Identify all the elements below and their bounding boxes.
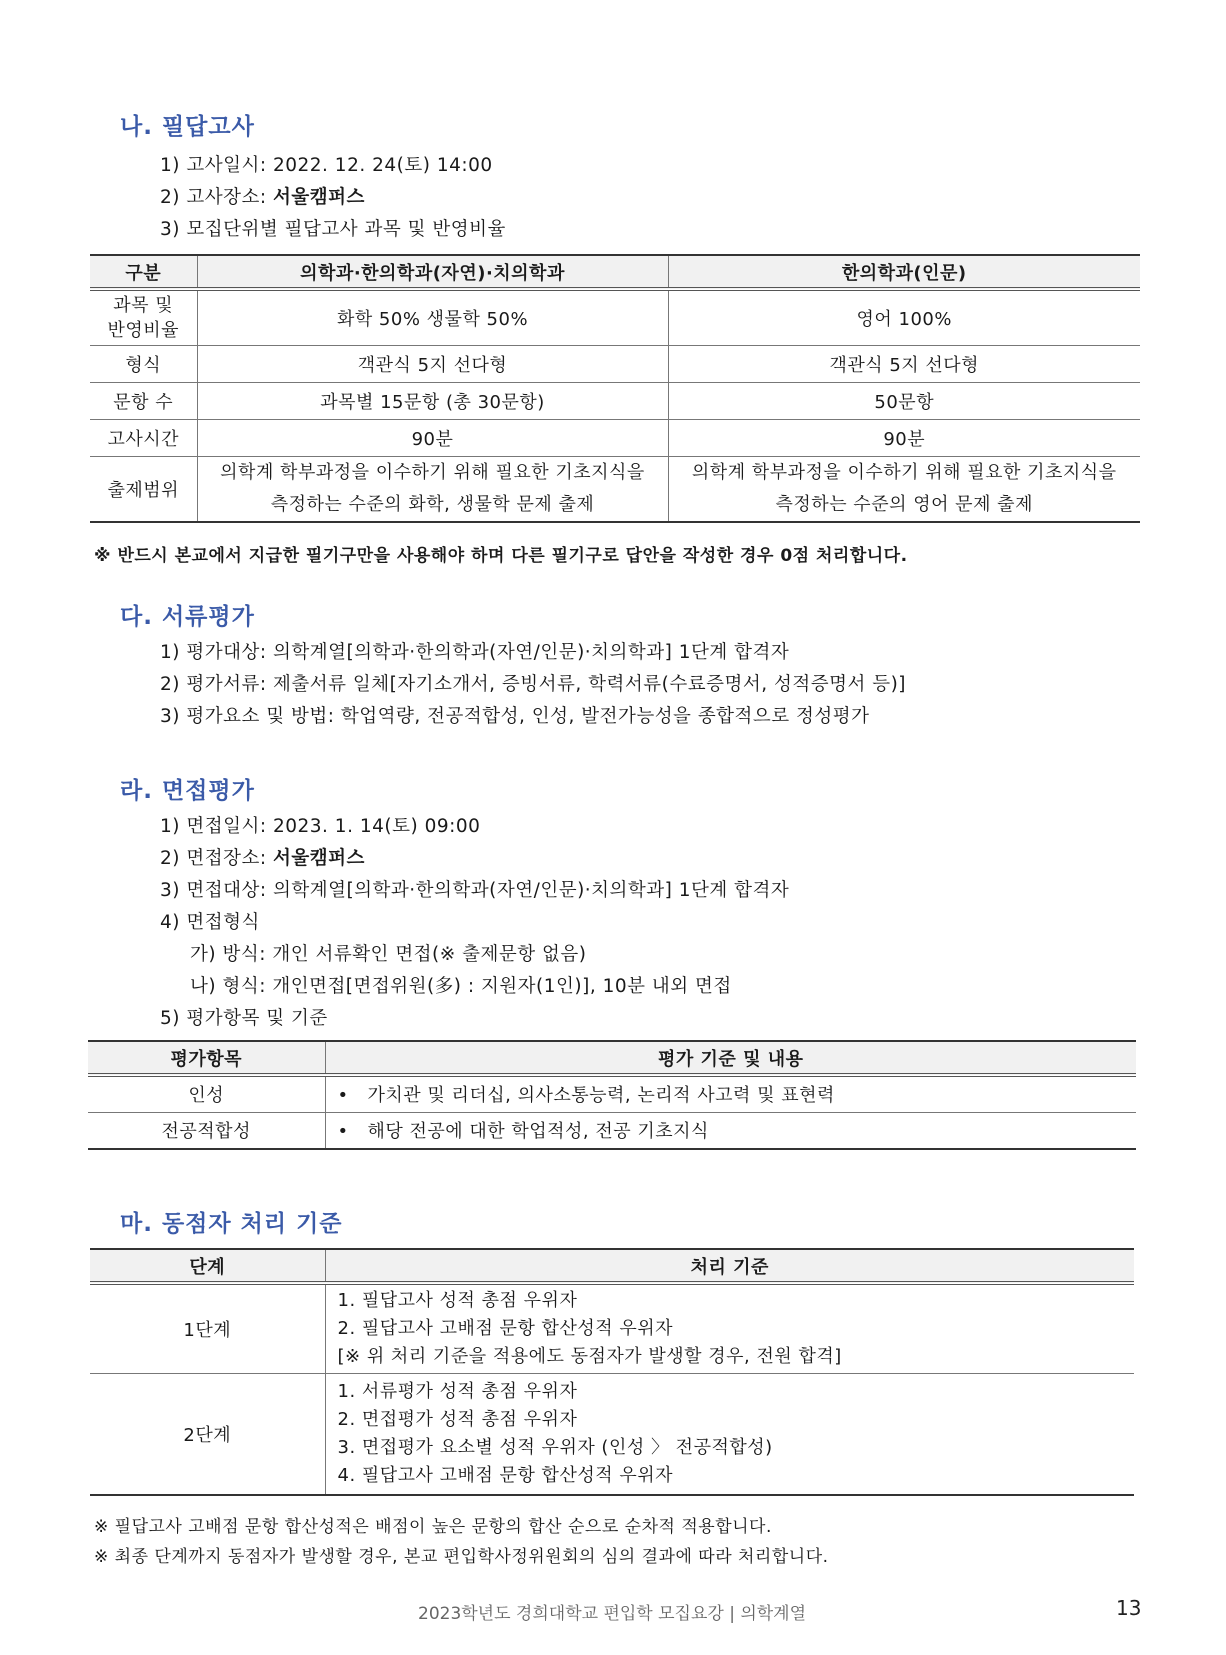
interview-format-heading: 4) 면접형식 [160,912,260,933]
row-label: 2단계 [90,1373,325,1495]
row-label: 고사시간 [90,419,197,456]
table-header: 구분 [90,255,197,289]
interview-criteria-table [88,1040,1136,1150]
table-cell: 50문항 [668,382,1140,419]
table-header: 의학과·한의학과(자연)·치의학과 [197,255,668,289]
interview-datetime: 1) 면접일시: 2023. 1. 14(토) 09:00 [160,816,481,837]
row-label: 1단계 [90,1283,325,1373]
table-cell: 객관식 5지 선다형 [197,345,668,382]
tiebreak-note-1: ※ 필답고사 고배점 문항 합산성적은 배점이 높은 문항의 합산 순으로 순차적 적용합니다. [94,1517,772,1537]
table-header: 한의학과(인문) [668,255,1140,289]
table-row [88,1075,1136,1112]
table-cell: 의학계 학부과정을 이수하기 위해 필요한 기초지식을 측정하는 수준의 영어 문제 출제 [668,456,1140,522]
row-label: 인성 [88,1075,325,1112]
table-cell: • 가치관 및 리더십, 의사소통능력, 논리적 사고력 및 표현력 [325,1075,1136,1112]
row-label: 출제범위 [90,456,197,522]
table-cell: 1. 필답고사 성적 총점 우위자 2. 필답고사 고배점 문항 합산성적 우위자 [※ 위 처리 기준을 적용에도 동점자가 발생할 경우, 전원 합격] [325,1283,1134,1373]
table-header: 평가항목 [88,1041,325,1075]
page-footer: 2023학년도 경희대학교 편입학 모집요강 | 의학계열 [418,1604,807,1624]
exam-subjects-table [90,254,1140,523]
page-number: 13 [1116,1596,1142,1620]
section-title-document-eval: 다. 서류평가 [120,604,255,630]
tiebreak-note-2: ※ 최종 단계까지 동점자가 발생할 경우, 본교 편입학사정위원회의 심의 결과에 따라 처리합니다. [94,1547,829,1567]
table-header: 단계 [90,1249,325,1283]
table-row [90,419,1140,456]
doc-eval-target: 1) 평가대상: 의학계열[의학과·한의학과(자연/인문)·치의학과] 1단계 합격자 [160,642,790,663]
interview-method: 가) 방식: 개인 서류확인 면접(※ 출제문항 없음) [190,944,587,965]
row-label: 형식 [90,345,197,382]
section-title-written-exam: 나. 필답고사 [120,114,255,140]
row-label: 과목 및 반영비율 [90,289,197,345]
row-label: 문항 수 [90,382,197,419]
section-title-tiebreak: 마. 동점자 처리 기준 [120,1211,343,1237]
interview-target: 3) 면접대상: 의학계열[의학과·한의학과(자연/인문)·치의학과] 1단계 합격자 [160,880,790,901]
table-cell: 화학 50% 생물학 50% [197,289,668,345]
tiebreak-table [90,1248,1134,1496]
interview-format: 나) 형식: 개인면접[면접위원(多) : 지원자(1인)], 10분 내외 면접 [190,976,732,997]
table-cell: 과목별 15문항 (총 30문항) [197,382,668,419]
row-label: 전공적합성 [88,1112,325,1149]
table-row [90,456,1140,522]
table-cell: 영어 100% [668,289,1140,345]
table-row [90,345,1140,382]
table-cell: 90분 [197,419,668,456]
table-row [90,289,1140,345]
exam-location: 2) 고사장소: 서울캠퍼스 [160,187,365,208]
doc-eval-documents: 2) 평가서류: 제출서류 일체[자기소개서, 증빙서류, 학력서류(수료증명서, 성적증명서 등)] [160,674,907,695]
table-row [90,1283,1134,1373]
table-cell: 1. 서류평가 성적 총점 우위자 2. 면접평가 성적 총점 우위자 3. 면접평가 요소별 성적 우위자 (인성 〉 전공적합성) 4. 필답고사 고배점 문항 합산성적 우위자 [325,1373,1134,1495]
table-cell: 의학계 학부과정을 이수하기 위해 필요한 기초지식을 측정하는 수준의 화학, 생물학 문제 출제 [197,456,668,522]
table-row [90,1373,1134,1495]
doc-eval-method: 3) 평가요소 및 방법: 학업역량, 전공적합성, 인성, 발전가능성을 종합적으로 정성평가 [160,706,870,727]
table-cell: 객관식 5지 선다형 [668,345,1140,382]
table-header: 평가 기준 및 내용 [325,1041,1136,1075]
exam-subjects-heading: 3) 모집단위별 필답고사 과목 및 반영비율 [160,219,506,240]
table-row [90,382,1140,419]
writing-tool-note: ※ 반드시 본교에서 지급한 필기구만을 사용해야 하며 다른 필기구로 답안을 작성한 경우 0점 처리합니다. [94,546,908,566]
interview-criteria-heading: 5) 평가항목 및 기준 [160,1008,328,1029]
table-cell: 90분 [668,419,1140,456]
interview-location: 2) 면접장소: 서울캠퍼스 [160,848,365,869]
exam-datetime: 1) 고사일시: 2022. 12. 24(토) 14:00 [160,155,493,176]
table-cell: • 해당 전공에 대한 학업적성, 전공 기초지식 [325,1112,1136,1149]
table-row [88,1112,1136,1149]
table-header: 처리 기준 [325,1249,1134,1283]
section-title-interview: 라. 면접평가 [120,778,255,804]
